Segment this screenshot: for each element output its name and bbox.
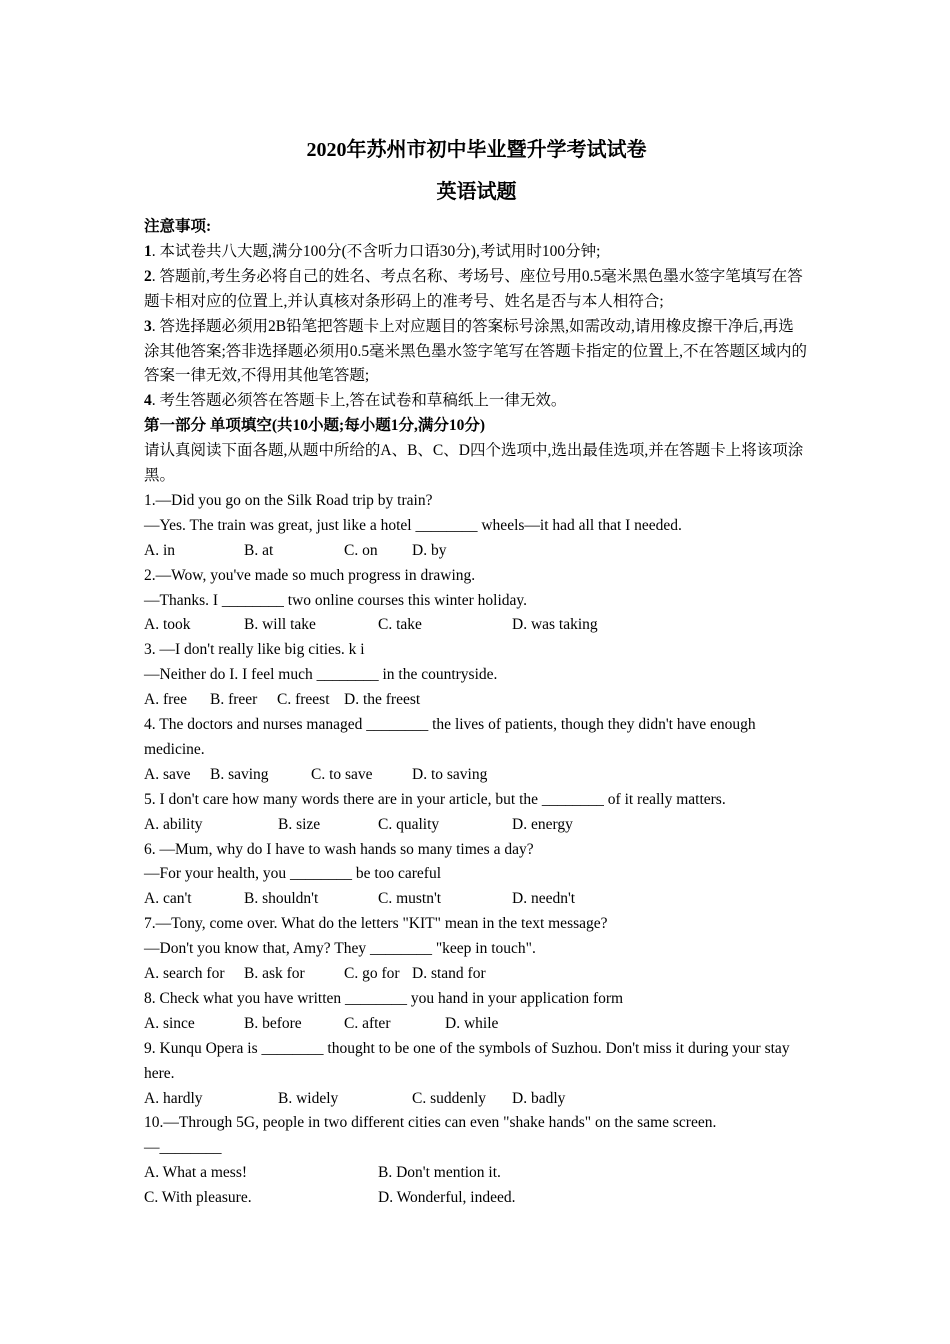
option-b: B. will take [244,616,316,634]
option-c: C. mustn't [378,890,442,908]
question-text: —________ [144,1139,222,1157]
question-text: —Yes. The train was great, just like a hotel ________ wheels—it had all that I needed. [144,516,682,534]
option-row [144,1012,809,1037]
question-text: —Neither do I. I feel much ________ in the countryside. [144,666,498,684]
option-d: D. badly [512,1089,566,1107]
question-text: —For your health, you ________ be too careful [144,865,442,883]
option-d: D. by [412,541,447,559]
question-item [144,912,809,987]
option-c: C. after [344,1014,391,1032]
question-text: 1.—Did you go on the Silk Road trip by train? [144,491,433,509]
option-a: A. hardly [144,1089,203,1107]
option-row [144,1087,809,1112]
option-row [144,1186,809,1211]
option-c: C. take [378,616,422,634]
option-row [144,613,809,638]
option-a: A. can't [144,890,192,908]
option-c: C. to save [311,765,373,783]
question-item [144,564,809,639]
part1-heading: 第一部分 单项填空(共10小题;每小题1分,满分10分) [144,417,485,435]
option-row [144,887,809,912]
question-text: 8. Check what you have written ________ you hand in your application form [144,989,624,1007]
option-b: B. Don't mention it. [378,1164,501,1182]
question-item [144,838,809,913]
question-text: —Don't you know that, Amy? They ________ "keep in touch". [144,940,536,958]
option-a: A. in [144,541,175,559]
part1-instruction: 请认真阅读下面各题,从题中所给的A、B、C、D四个选项中,选出最佳选项,并在答题卡上将该项涂黑。 [144,442,804,485]
option-c: C. suddenly [412,1089,487,1107]
notice-item: 2. 答题前,考生务必将自己的姓名、考点名称、考场号、座位号用0.5毫米黑色墨水签字笔填写在答题卡相对应的位置上,并认真核对条形码上的准考号、姓名是否与本人相符合; [144,267,803,310]
option-c: C. With pleasure. [144,1189,252,1207]
option-row [144,763,809,788]
question-text: 4. The doctors and nurses managed ________ the lives of patients, though they didn't have enough medicine. [144,716,756,758]
question-text: 5. I don't care how many words there are in your article, but the ________ of it really matters. [144,790,726,808]
option-b: B. at [244,541,274,559]
question-item [144,987,809,1037]
question-text: 7.—Tony, come over. What do the letters "KIT" mean in the text message? [144,915,608,933]
option-c: C. freest [277,691,330,709]
option-d: D. energy [512,815,573,833]
question-item [144,638,809,713]
option-b: B. before [244,1014,302,1032]
option-b: B. saving [210,765,269,783]
option-a: A. took [144,616,191,634]
option-a: A. save [144,765,191,783]
question-text: —Thanks. I ________ two online courses this winter holiday. [144,591,527,609]
option-b: B. shouldn't [244,890,319,908]
option-d: D. needn't [512,890,576,908]
option-row [144,813,809,838]
notice-heading: 注意事项: [144,218,212,235]
option-a: A. What a mess! [144,1164,248,1182]
question-text: 3. —I don't really like big cities. k i [144,641,365,659]
question-item [144,713,809,788]
question-text: 2.—Wow, you've made so much progress in drawing. [144,566,476,584]
option-d: D. stand for [412,965,486,983]
notice-item: 3. 答选择题必须用2B铅笔把答题卡上对应题目的答案标号涂黑,如需改动,请用橡皮擦干净后,再选涂其他答案;答非选择题必须用0.5毫米黑色墨水签字笔写在答题卡指定的位置上,不在答题区域内的答案一律无效,不得用其他笔答题; [144,317,808,385]
question-text: 6. —Mum, why do I have to wash hands so many times a day? [144,840,534,858]
option-row [144,688,809,713]
notice-item: 1. 本试卷共八大题,满分100分(不含听力口语30分),考试用时100分钟; [144,242,601,260]
option-b: B. freer [210,691,258,709]
page-title: 2020年苏州市初中毕业暨升学考试试卷 [306,139,647,161]
option-row [144,1161,809,1186]
notice-item: 4. 考生答题必须答在答题卡上,答在试卷和草稿纸上一律无效。 [144,392,567,410]
option-a: A. since [144,1014,195,1032]
option-d: D. the freest [344,691,421,709]
option-c: C. go for [344,965,400,983]
question-item [144,1111,809,1211]
question-item [144,489,809,564]
question-item [144,1037,809,1112]
question-text: 10.—Through 5G, people in two different cities can even "shake hands" on the same screen. [144,1114,717,1132]
option-row [144,962,809,987]
option-d: D. to saving [412,765,488,783]
option-b: B. size [278,815,321,833]
option-d: D. was taking [512,616,598,634]
option-a: A. free [144,691,188,709]
option-b: B. ask for [244,965,305,983]
option-d: D. Wonderful, indeed. [378,1189,516,1207]
option-b: B. widely [278,1089,339,1107]
option-c: C. on [344,541,378,559]
question-text: 9. Kunqu Opera is ________ thought to be one of the symbols of Suzhou. Don't miss it during your stay here. [144,1039,790,1082]
page-subtitle: 英语试题 [436,181,517,203]
option-row [144,539,809,564]
option-a: A. search for [144,965,225,983]
option-a: A. ability [144,815,203,833]
option-d: D. while [445,1014,499,1032]
question-item [144,788,809,838]
option-c: C. quality [378,815,440,833]
exam-page [144,134,809,1211]
